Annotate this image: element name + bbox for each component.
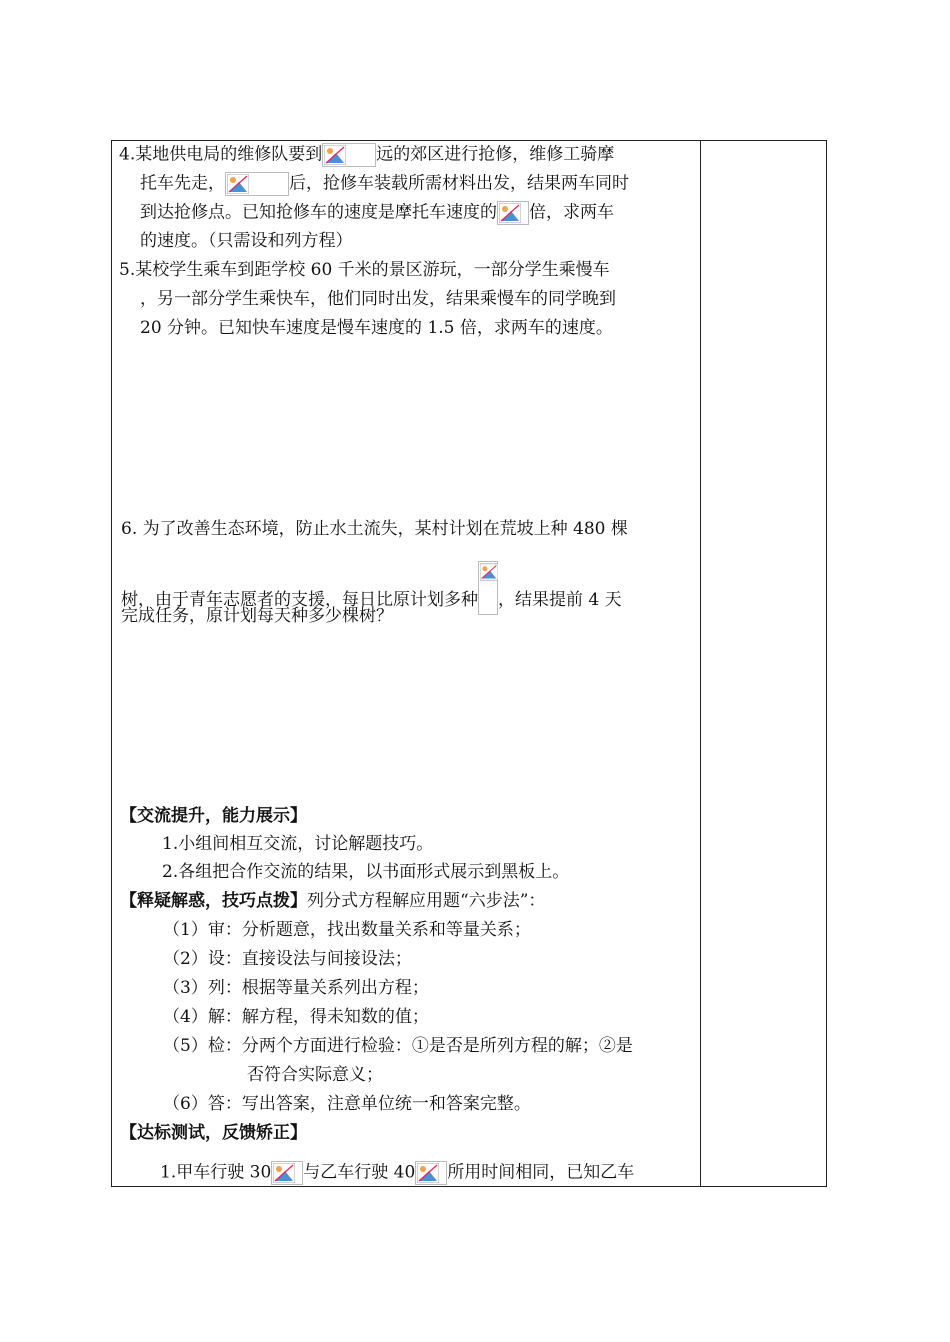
- problem-6-line-3: 完成任务，原计划每天种多少棵树？: [121, 606, 393, 626]
- text: 托车先走，: [140, 173, 225, 194]
- text: 1.甲车行驶 30: [160, 1162, 272, 1183]
- step-3: （3）列：根据等量关系列出方程；: [163, 978, 429, 998]
- text: 与乙车行驶 40: [303, 1162, 416, 1183]
- problem-4-line-2: [140, 172, 629, 196]
- problem-6-line-1: 6. 为了改善生态环境，防止水土流失，某村计划在荒坡上种 480 棵: [121, 519, 628, 539]
- problem-4-line-4: 的速度。（只需设和列方程）: [140, 231, 353, 251]
- doubts-heading: 【释疑解惑，技巧点拨】: [120, 891, 307, 911]
- text: 树，由于青年志愿者的支援，每日比原计划多种: [121, 590, 478, 610]
- formula-image-icon: [322, 143, 376, 167]
- step-2: （2）设：直接设法与间接设法；: [163, 949, 412, 969]
- text: 后，抢修车装载所需材料出发，结果两车同时: [289, 173, 629, 194]
- doubts-line: [120, 890, 545, 912]
- text: 4.某地供电局的维修队要到: [119, 144, 323, 165]
- text: 到达抢修点。已知抢修车的速度是摩托车速度的: [140, 202, 497, 223]
- exchange-item-2: 2.各组把合作交流的结果，以书面形式展示到黑板上。: [162, 862, 570, 882]
- problem-4-line-1: [119, 143, 614, 167]
- formula-image-icon: [497, 201, 529, 225]
- formula-image-icon: [225, 172, 289, 196]
- problem-5-line-1: 5.某校学生乘车到距学校 60 千米的景区游玩，一部分学生乘慢车: [119, 260, 610, 280]
- formula-image-icon: [478, 561, 498, 615]
- doubts-intro: 列分式方程解应用题“六步法”：: [307, 891, 546, 911]
- formula-image-icon: [415, 1161, 447, 1185]
- text: 倍，求两车: [529, 202, 614, 223]
- exchange-heading: 【交流提升，能力展示】: [120, 806, 307, 826]
- exchange-item-1: 1.小组间相互交流，讨论解题技巧。: [162, 834, 434, 854]
- problem-5-line-3: 20 分钟。已知快车速度是慢车速度的 1.5 倍，求两车的速度。: [140, 318, 613, 338]
- step-6: （6）答：写出答案，注意单位统一和答案完整。: [163, 1094, 531, 1114]
- test-heading: 【达标测试，反馈矫正】: [120, 1123, 307, 1143]
- text: 所用时间相同，已知乙车: [447, 1162, 635, 1183]
- problem-4-line-3: [140, 201, 614, 225]
- step-4: （4）解：解方程，得未知数的值；: [163, 1007, 429, 1027]
- text: 远的郊区进行抢修，维修工骑摩: [376, 144, 615, 165]
- step-5: （5）检：分两个方面进行检验：①是否是所列方程的解；②是: [163, 1036, 633, 1056]
- test-question-1: [160, 1161, 634, 1185]
- formula-image-icon: [271, 1161, 303, 1185]
- step-1: （1）审：分析题意，找出数量关系和等量关系；: [163, 920, 531, 940]
- problem-5-line-2: ，另一部分学生乘快车，他们同时出发，结果乘慢车的同学晚到: [140, 289, 616, 309]
- step-5-continued: 否符合实际意义；: [247, 1065, 383, 1085]
- text: ，结果提前 4 天: [498, 590, 622, 610]
- column-divider: [700, 140, 701, 1187]
